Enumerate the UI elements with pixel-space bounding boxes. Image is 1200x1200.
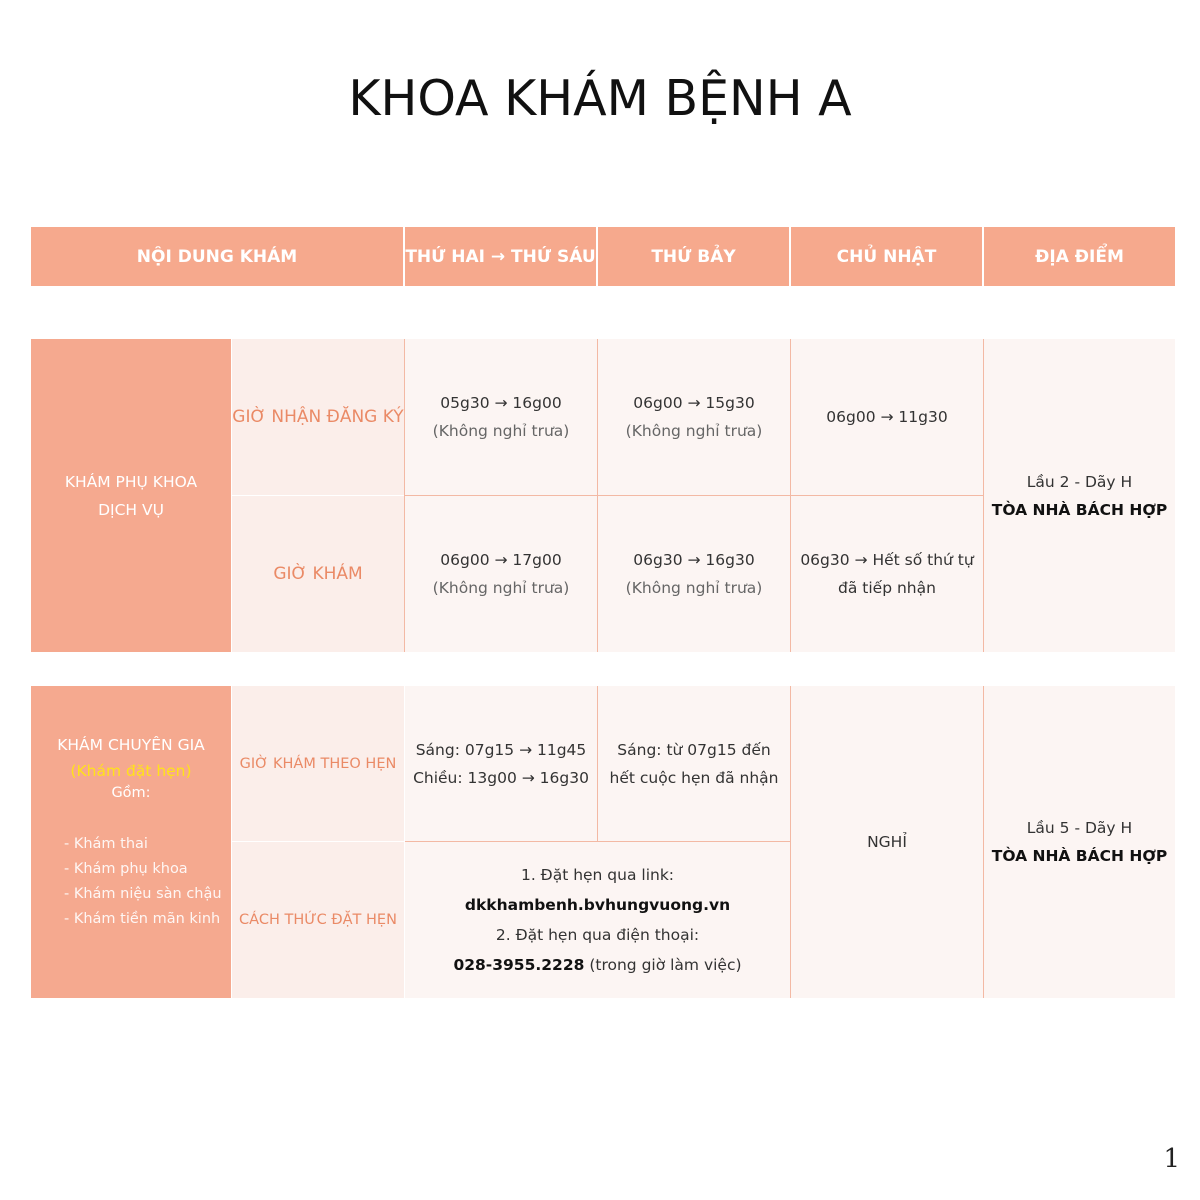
divider bbox=[983, 339, 984, 652]
section2-name-line1: KHÁM CHUYÊN GIA bbox=[57, 736, 205, 754]
section1-row2-sunday-line1: 06g30 → Hết số thứ tự bbox=[800, 551, 974, 569]
booking-phone-line bbox=[453, 950, 741, 980]
section1-row2-saturday bbox=[598, 496, 790, 652]
section2-sunday bbox=[791, 686, 983, 998]
divider bbox=[983, 686, 984, 998]
section1-name-line2: DỊCH VỤ bbox=[98, 500, 164, 519]
section2-row1-weekday-line1: Sáng: 07g15 → 11g45 bbox=[415, 740, 587, 759]
section2-row2-label: CÁCH THỨC ĐẶT HẸN bbox=[239, 912, 397, 928]
section2-name-line2: (Khám đặt hẹn) bbox=[70, 762, 192, 780]
section1-name bbox=[31, 339, 231, 652]
section1-row2-weekday-note: (Không nghỉ trưa) bbox=[432, 579, 570, 597]
section1-row2-saturday-time: 06g30 → 16g30 bbox=[633, 551, 755, 569]
list-item: - Khám niệu sàn chậu bbox=[64, 886, 222, 902]
section2-sunday-value: NGHỈ bbox=[867, 833, 907, 851]
section2-row1-weekday-line2: Chiều: 13g00 → 16g30 bbox=[413, 768, 589, 787]
section2-location-line1: Lầu 5 - Dãy H bbox=[1026, 819, 1133, 837]
section2-name-line3: Gồm: bbox=[111, 785, 151, 801]
section1-row1-label-cell bbox=[232, 339, 404, 495]
booking-line1: 1. Đặt hẹn qua link: bbox=[520, 866, 675, 884]
section1-row2-saturday-note: (Không nghỉ trưa) bbox=[625, 579, 763, 597]
section1-row2-weekday-time: 06g00 → 17g00 bbox=[440, 551, 562, 569]
section2-name-block bbox=[31, 732, 231, 802]
section2-row2-label-cell bbox=[232, 842, 404, 998]
section2-row1-saturday bbox=[598, 686, 790, 841]
list-item: - Khám tiền mãn kinh bbox=[64, 911, 221, 927]
booking-phone-note: (trong giờ làm việc) bbox=[584, 956, 742, 974]
section2-row1-label-cell bbox=[232, 686, 404, 841]
section1-row2-sunday bbox=[791, 496, 983, 652]
section1-row2-sunday-line2: đã tiếp nhận bbox=[838, 579, 936, 597]
section2-row1-saturday-line2: hết cuộc hẹn đã nhận bbox=[609, 768, 779, 787]
header-location: ĐỊA ĐIỂM bbox=[984, 227, 1175, 286]
section2-row1-weekday bbox=[405, 686, 597, 841]
section1-row1-sunday-time: 06g00 → 11g30 bbox=[826, 408, 948, 426]
section1-row1-sunday bbox=[791, 339, 983, 495]
booking-line3: 2. Đặt hẹn qua điện thoại: bbox=[495, 926, 700, 944]
list-item: - Khám phụ khoa bbox=[64, 861, 188, 877]
section2-name bbox=[31, 686, 231, 998]
header-content: NỘI DUNG KHÁM bbox=[31, 227, 403, 286]
header-saturday: THỨ BẢY bbox=[598, 227, 789, 286]
booking-link[interactable]: dkkhambenh.bvhungvuong.vn bbox=[464, 896, 731, 914]
booking-phone[interactable]: 028-3955.2228 bbox=[453, 956, 585, 974]
section2-row1-saturday-line1: Sáng: từ 07g15 đến bbox=[617, 740, 771, 759]
section2-row1-label: GIỜ KHÁM THEO HẸN bbox=[239, 755, 397, 772]
section2-booking-methods bbox=[405, 842, 790, 998]
section1-row1-saturday-time: 06g00 → 15g30 bbox=[633, 394, 755, 412]
section1-row1-saturday-note: (Không nghỉ trưa) bbox=[625, 422, 763, 440]
section1-name-line1: KHÁM PHỤ KHOA bbox=[64, 472, 198, 491]
page-number: 1 bbox=[1163, 1144, 1180, 1174]
section1-row2-label-cell bbox=[232, 496, 404, 652]
section2-location bbox=[984, 686, 1175, 998]
section2-items bbox=[64, 832, 222, 932]
list-item: - Khám thai bbox=[64, 836, 148, 852]
section1-row2-label: GIỜ KHÁM bbox=[273, 564, 363, 584]
header-sunday: CHỦ NHẬT bbox=[791, 227, 982, 286]
section1-row2-weekday bbox=[405, 496, 597, 652]
section1-row1-saturday bbox=[598, 339, 790, 495]
section1-row1-weekday-note: (Không nghỉ trưa) bbox=[432, 422, 570, 440]
section1-location bbox=[984, 339, 1175, 652]
header-weekday: THỨ HAI → THỨ SÁU bbox=[405, 227, 596, 286]
page-title: KHOA KHÁM BỆNH A bbox=[348, 70, 852, 127]
section1-row1-label: GIỜ NHẬN ĐĂNG KÝ bbox=[232, 407, 404, 427]
section2-location-line2: TÒA NHÀ BÁCH HỢP bbox=[991, 847, 1168, 865]
section1-location-line1: Lầu 2 - Dãy H bbox=[1026, 472, 1133, 491]
section1-location-line2: TÒA NHÀ BÁCH HỢP bbox=[991, 500, 1168, 519]
divider bbox=[405, 841, 790, 842]
divider bbox=[597, 686, 598, 841]
divider bbox=[405, 495, 983, 496]
section1-row1-weekday-time: 05g30 → 16g00 bbox=[440, 394, 562, 412]
section1-row1-weekday bbox=[405, 339, 597, 495]
divider bbox=[790, 686, 791, 998]
